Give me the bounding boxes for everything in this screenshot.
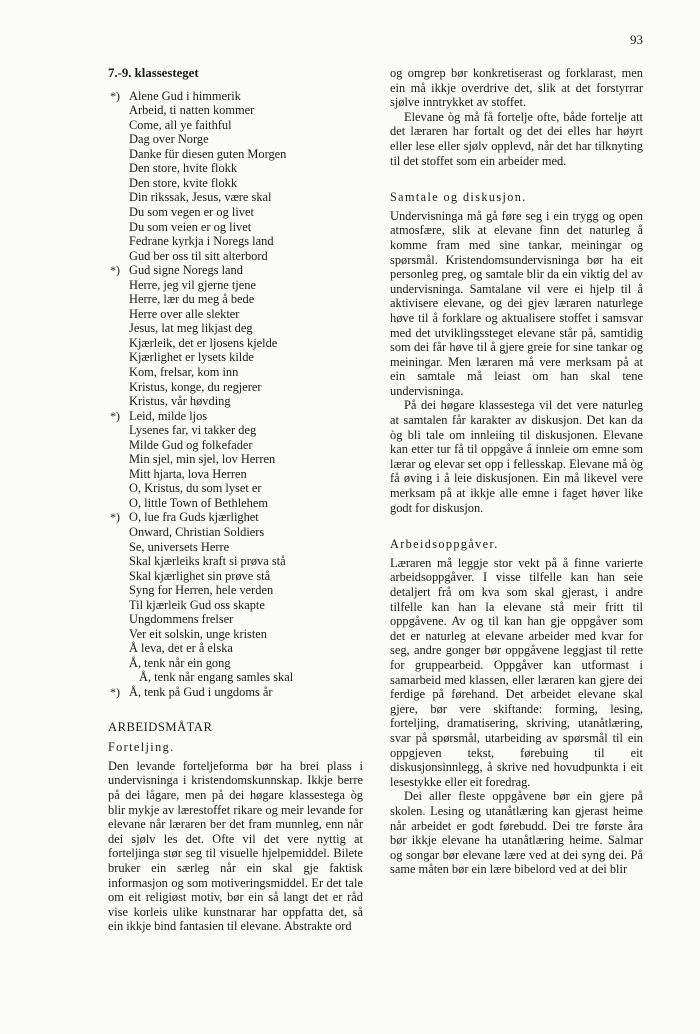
hymn-item [108, 176, 363, 191]
hymn-item [108, 583, 363, 598]
hymn-item [108, 161, 363, 176]
hymn-title: Syng for Herren, hele verden [129, 583, 274, 598]
paragraph-forteljing: Den levande forteljeforma bør ha brei plass i undervisninga i kristendomskunnskap. Ikkje berre på dei lågare, men på dei høgare klassestega òg blir mykje av lærestoffet rikare og meir levande for elevane når læraren ber det fram munnleg, enn når dei sjølv les det. Ofte vil det vere nyttig at forteljinga stør seg til visuelle hjelpemiddel. Bilete bruker ein særleg når ein skal gje faktisk informasjon og som motiveringsmiddel. Er det tale om eit religiøst motiv, bør ein så langt det er råd vise korleis ulike kunstnarar har oppfatta det, så ein ikkje bind fantasien til elevane. Abstrakte ord [108, 758, 363, 934]
hymn-item [108, 321, 363, 336]
hymn-title: Ungdommens frelser [129, 612, 234, 627]
hymn-item [108, 278, 363, 293]
hymn-title: Herre, lær du meg å bede [129, 292, 255, 307]
hymn-item [108, 612, 363, 627]
hymn-item [108, 569, 363, 584]
hymn-title: Kom, frelsar, kom inn [129, 364, 239, 379]
hymn-title: Kristus, vår høvding [129, 394, 231, 409]
hymn-title: Å leva, det er å elska [129, 641, 233, 656]
right-column [390, 66, 643, 877]
hymn-title: Gud signe Noregs land [129, 263, 243, 278]
hymn-title: Du som veien er og livet [129, 219, 252, 234]
hymn-item [108, 540, 363, 555]
hymn-title: Du som vegen er og livet [129, 204, 254, 219]
hymn-item [108, 452, 363, 467]
hymn-title: Ver eit solskin, unge kristen [129, 626, 267, 641]
hymn-item [108, 510, 363, 525]
hymn-title: Til kjærleik Gud oss skapte [129, 597, 265, 612]
hymn-title: Se, universets Herre [129, 539, 230, 554]
hymn-mark: *) [110, 88, 120, 103]
hymn-title: O, lue fra Guds kjærlighet [129, 510, 259, 525]
hymn-title: Den store, hvite flokk [129, 161, 238, 176]
hymn-title: Fedrane kyrkja i Noregs land [129, 234, 274, 249]
subsection-heading-arbeidsoppgaver: Arbeidsoppgåver. [390, 537, 499, 552]
paragraph-arbeidsoppgaver-2: Dei aller fleste oppgåvene bør ein gjere på skolen. Lesing og utanåtlæring kan gjerast heime når arbeidet er godt førebudd. Dei tre første åra bør ikkje elevane ha utanåtlæring heime. Salmar og songar bør elevane lære ved at dei syng dei. På same måten bør ein lære bibelord ved at dei blir [390, 789, 643, 877]
hymn-item [108, 132, 363, 147]
left-column [108, 66, 363, 934]
hymn-title: Å, tenk når ein gong [129, 655, 231, 670]
hymn-item [108, 118, 363, 133]
hymn-mark: *) [110, 263, 120, 278]
hymn-title: Å, tenk når engang samles skal [139, 670, 294, 685]
hymn-item [108, 190, 363, 205]
hymn-item [108, 670, 363, 685]
hymn-title: Kristus, konge, du regjerer [129, 379, 262, 394]
hymn-title: Din rikssak, Jesus, være skal [129, 190, 272, 205]
hymn-item [108, 263, 363, 278]
paragraph-elevane: Elevane òg må få fortelje ofte, både fortelje att det læraren har fortalt og det dei elles har høyrt eller lese eller sjølv opplevd, når det har tilknyting til det stoffet som ein arbeider med. [390, 109, 643, 168]
hymn-mark: *) [110, 408, 120, 423]
hymn-mark: *) [110, 685, 120, 700]
hymn-title: Den store, kvite flokk [129, 175, 238, 190]
hymn-item [108, 220, 363, 235]
subsection-heading-forteljing: Forteljing. [108, 740, 175, 755]
hymn-item [108, 394, 363, 409]
hymn-title: Å, tenk på Gud i ungdoms år [129, 685, 273, 700]
hymn-title: Arbeid, ti natten kommer [129, 103, 255, 118]
hymn-title: Min sjel, min sjel, lov Herren [129, 452, 276, 467]
hymn-item [108, 350, 363, 365]
hymn-item [108, 336, 363, 351]
hymn-item [108, 423, 363, 438]
hymn-item [108, 249, 363, 264]
hymn-item [108, 496, 363, 511]
hymn-title: Onward, Christian Soldiers [129, 525, 265, 539]
hymn-title: O, little Town of Bethlehem [129, 495, 268, 510]
hymn-title: Mitt hjarta, lova Herren [129, 466, 247, 481]
hymn-item [108, 103, 363, 118]
hymn-item [108, 641, 363, 656]
hymn-title: Herre over alle slekter [129, 306, 240, 321]
hymn-item [108, 438, 363, 453]
hymn-item [108, 292, 363, 307]
hymn-title: Dag over Norge [129, 132, 209, 147]
hymn-item [108, 89, 363, 104]
hymn-item [108, 365, 363, 380]
hymn-title: Lysenes far, vi takker deg [129, 423, 257, 438]
hymn-title: Jesus, lat meg likjast deg [129, 321, 253, 336]
hymn-item [108, 205, 363, 220]
hymn-title: Alene Gud i himmerik [129, 88, 241, 103]
hymn-title: Gud ber oss til sitt alterbord [129, 248, 268, 263]
hymn-item [108, 234, 363, 249]
hymn-title: Kjærleik, det er ljosens kjelde [129, 335, 278, 350]
subsection-heading-samtale: Samtale og diskusjon. [390, 190, 527, 205]
hymn-item [108, 627, 363, 642]
hymn-list [108, 89, 363, 700]
hymn-item [108, 147, 363, 162]
hymn-item [108, 467, 363, 482]
hymn-title: Danke für diesen guten Morgen [129, 146, 287, 161]
hymn-item [108, 481, 363, 496]
hymn-item [108, 685, 363, 700]
hymn-item [108, 307, 363, 322]
hymn-item [108, 525, 363, 540]
hymn-title: Skal kjærlighet sin prøve stå [129, 568, 271, 583]
hymn-item [108, 380, 363, 395]
grade-heading: 7.-9. klassesteget [108, 66, 199, 80]
section-heading-arbeidsmatar: ARBEIDSMÅTAR [108, 719, 213, 734]
hymn-item [108, 656, 363, 671]
hymn-title: Leid, milde ljos [129, 408, 208, 423]
page-number: 93 [630, 32, 643, 47]
hymn-title: Kjærlighet er lysets kilde [129, 350, 254, 365]
paragraph-samtale-1: Undervisninga må gå føre seg i ein trygg og open atmosfære, slik at elevane finn det naturleg å komme fram med sine tankar, meiningar og spørsmål. Kristendomsundervisninga bør ha eit personleg preg, og samtale blir da ein viktig del av undervisninga. Samtalane vil vere ei hjelp til å aktivisere elevane, og dei gjev læraren naturlege høve til å forklare og aktualisere stoffet i samsvar med det utviklingssteget elevane står på, samtidig som dei får høve til å gjere greie for sine tankar og meiningar. Men læraren må vere merksam på at ein samtale må leiast om han skal tene undervisninga. [390, 208, 643, 398]
hymn-title: Skal kjærleiks kraft si prøva stå [129, 554, 286, 569]
paragraph-samtale-2: På dei høgare klassestega vil det vere naturleg at samtalen får karakter av diskusjon. Det kan da òg bli tale om innleiing til diskusjonen. Elevane kan etter tur få til oppgåve å innleie om emne som lærar og elevar set opp i fellesskap. Elevane må òg få øving i å leie diskusjonen. Ein må likevel vere merksam på at ikkje alle emne i faget høver like godt for diskusjon. [390, 398, 643, 515]
paragraph-continued: og omgrep bør konkretiserast og forklarast, men ein må ikkje overdrive det, slik at det forstyrrar sjølve inntrykket av stoffet. [390, 66, 643, 110]
hymn-title: O, Kristus, du som lyset er [129, 481, 262, 496]
hymn-title: Come, all ye faithful [129, 117, 232, 132]
hymn-title: Herre, jeg vil gjerne tjene [129, 277, 256, 292]
hymn-mark: *) [110, 510, 120, 525]
hymn-item [108, 554, 363, 569]
hymn-title: Milde Gud og folkefader [129, 437, 253, 452]
paragraph-arbeidsoppgaver-1: Læraren må leggje stor vekt på å finne varierte arbeidsoppgåver. I visse tilfelle kan han seie detaljert frå om kva som skal gjerast, i andre tilfelle kan han la elevane stå meir fritt til oppgåvene. Av og til kan han gje oppgåver som det er naturleg at elevane arbeider med kvar for seg, andre gonger bør oppgåvene leggjast til rette for gruppearbeid. Oppgåver kan utformast i samarbeid med klassen, eller læraren kan gjere dei ferdige på førehand. Det arbeidet elevane skal gjere, bør vere skiftande: forming, lesing, forteljing, dramatisering, skriving, utanåtlæring, svar på spørsmål, utarbeiding av spørsmål til ein oppgjeven tekst, førebuing til eit diskusjonsinnlegg, å skrive ned hovudpunkta i eit lesestykke eller eit foredrag. [390, 555, 643, 789]
hymn-item [108, 598, 363, 613]
hymn-item [108, 409, 363, 424]
